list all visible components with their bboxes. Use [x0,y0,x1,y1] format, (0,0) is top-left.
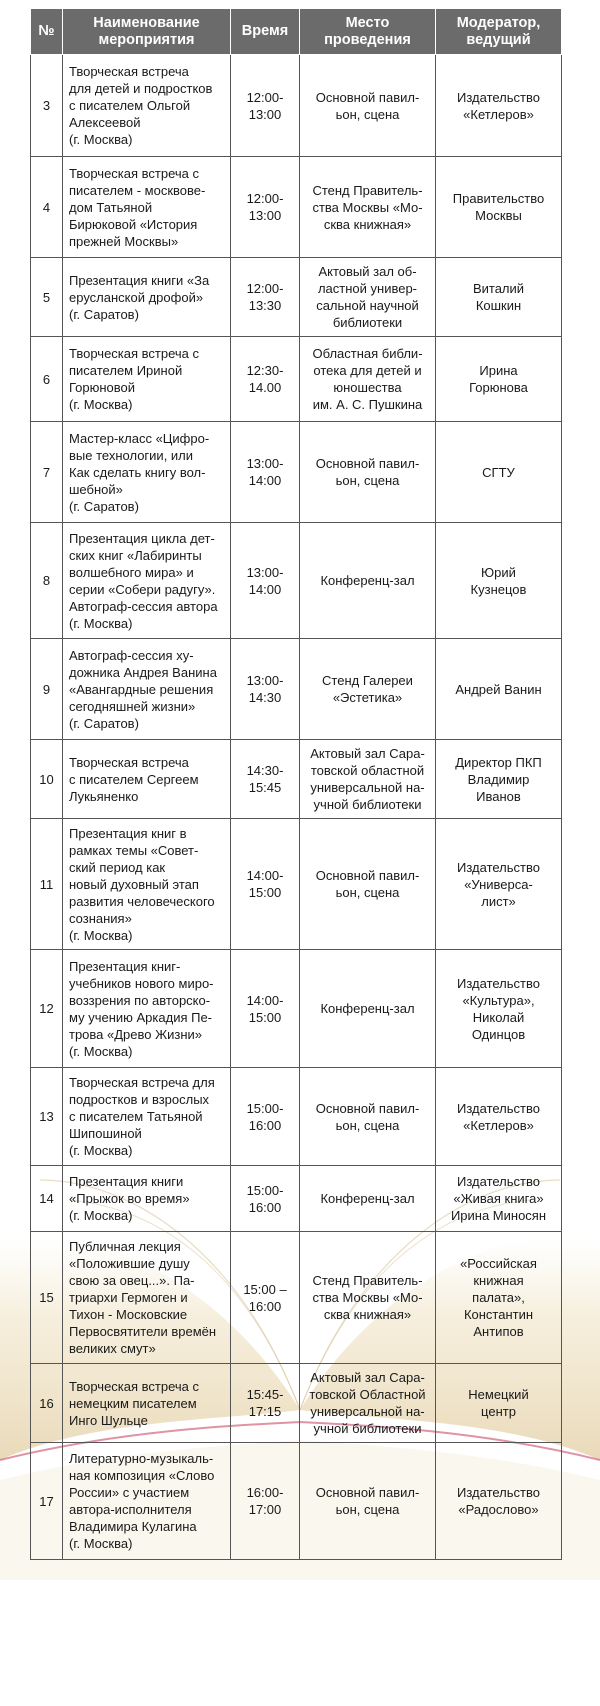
row-number: 8 [31,523,63,639]
event-name: Автограф-сессия ху- дожника Андрея Ванина «Авангардные решения сегодняшней жизни» (г. Саратов) [63,639,231,740]
header-place: Место проведения [300,9,436,55]
row-number: 3 [31,55,63,157]
event-moderator: «Российская книжная палата», Константин Антипов [436,1232,562,1364]
event-moderator: СГТУ [436,422,562,523]
row-number: 11 [31,819,63,950]
table-row [31,55,562,157]
event-place: Конференц-зал [300,523,436,639]
event-time: 12:00- 13:30 [231,258,300,337]
event-moderator: Издательство «Универса- лист» [436,819,562,950]
event-time: 14:00- 15:00 [231,819,300,950]
event-name: Творческая встреча с писателем Сергеем Лукьяненко [63,740,231,819]
event-name: Мастер-класс «Цифро- вые технологии, или Как сделать книгу вол- шебной» (г. Саратов) [63,422,231,523]
event-moderator: Юрий Кузнецов [436,523,562,639]
event-place: Областная библи- отека для детей и юношества им. А. С. Пушкина [300,337,436,422]
row-number: 12 [31,950,63,1068]
event-moderator: Издательство «Живая книга» Ирина Миносян [436,1166,562,1232]
event-time: 12:00- 13:00 [231,157,300,258]
event-name: Творческая встреча с писателем - москвове- дом Татьяной Бирюковой «История прежней Москвы» [63,157,231,258]
event-moderator: Немецкий центр [436,1364,562,1443]
event-time: 15:00- 16:00 [231,1166,300,1232]
event-time: 15:00 – 16:00 [231,1232,300,1364]
event-place: Основной павил- ьон, сцена [300,819,436,950]
event-moderator: Издательство «Культура», Николай Одинцов [436,950,562,1068]
header-number: № [31,9,63,55]
table-row [31,1166,562,1232]
event-name: Литературно-музыкаль- ная композиция «Слово России» с участием автора-исполнителя Владимира Кулагина (г. Москва) [63,1443,231,1560]
table-row [31,258,562,337]
event-time: 13:00- 14:00 [231,422,300,523]
row-number: 7 [31,422,63,523]
event-place: Стенд Галереи «Эстетика» [300,639,436,740]
table-row [31,950,562,1068]
header-event: Наименование мероприятия [63,9,231,55]
event-moderator: Издательство «Кетлеров» [436,1068,562,1166]
event-time: 13:00- 14:30 [231,639,300,740]
event-name: Презентация цикла дет- ских книг «Лабиринты волшебного мира» и серии «Собери радугу». Автограф-сессия автора (г. Москва) [63,523,231,639]
table-row [31,1443,562,1560]
event-time: 14:00- 15:00 [231,950,300,1068]
event-name: Публичная лекция «Положившие душу свою за овец...». Па- триархи Гермоген и Тихон - Московские Первосвятители времён великих смут» [63,1232,231,1364]
event-moderator: Правительство Москвы [436,157,562,258]
row-number: 16 [31,1364,63,1443]
event-moderator: Издательство «Радослово» [436,1443,562,1560]
event-moderator: Издательство «Кетлеров» [436,55,562,157]
header-moderator: Модератор, ведущий [436,9,562,55]
event-place: Конференц-зал [300,1166,436,1232]
row-number: 17 [31,1443,63,1560]
event-name: Творческая встреча для подростков и взрослых с писателем Татьяной Шипошиной (г. Москва) [63,1068,231,1166]
event-place: Основной павил- ьон, сцена [300,55,436,157]
event-time: 14:30- 15:45 [231,740,300,819]
row-number: 5 [31,258,63,337]
table-row [31,337,562,422]
event-time: 15:45- 17:15 [231,1364,300,1443]
row-number: 13 [31,1068,63,1166]
event-time: 13:00- 14:00 [231,523,300,639]
table-row [31,1232,562,1364]
row-number: 6 [31,337,63,422]
event-place: Основной павил- ьон, сцена [300,1443,436,1560]
event-place: Актовый зал Сара- товской областной универсальной на- учной библиотеки [300,740,436,819]
events-schedule-table [30,8,562,1560]
event-name: Презентация книг в рамках темы «Совет- ский период как новый духовный этап развития человеческого сознания» (г. Москва) [63,819,231,950]
event-place: Стенд Правитель- ства Москвы «Мо- сква книжная» [300,1232,436,1364]
event-place: Актовый зал Сара- товской Областной универсальной на- учной библиотеки [300,1364,436,1443]
event-moderator: Виталий Кошкин [436,258,562,337]
row-number: 14 [31,1166,63,1232]
event-moderator: Ирина Горюнова [436,337,562,422]
row-number: 9 [31,639,63,740]
header-time: Время [231,9,300,55]
event-name: Презентация книги «За ерусланской дрофой» (г. Саратов) [63,258,231,337]
event-place: Основной павил- ьон, сцена [300,1068,436,1166]
table-row [31,157,562,258]
table-row [31,523,562,639]
table-row [31,819,562,950]
event-name: Презентация книги «Прыжок во время» (г. Москва) [63,1166,231,1232]
event-time: 15:00- 16:00 [231,1068,300,1166]
event-place: Конференц-зал [300,950,436,1068]
event-name: Творческая встреча с писателем Ириной Горюновой (г. Москва) [63,337,231,422]
event-time: 12:00- 13:00 [231,55,300,157]
row-number: 4 [31,157,63,258]
event-place: Стенд Правитель- ства Москвы «Мо- сква книжная» [300,157,436,258]
event-name: Творческая встреча для детей и подростков с писателем Ольгой Алексеевой (г. Москва) [63,55,231,157]
event-moderator: Директор ПКП Владимир Иванов [436,740,562,819]
event-place: Основной павил- ьон, сцена [300,422,436,523]
table-header-row [31,9,562,55]
table-row [31,639,562,740]
row-number: 15 [31,1232,63,1364]
row-number: 10 [31,740,63,819]
event-moderator: Андрей Ванин [436,639,562,740]
table-row [31,740,562,819]
table-row [31,1364,562,1443]
event-time: 16:00- 17:00 [231,1443,300,1560]
event-time: 12:30- 14.00 [231,337,300,422]
event-place: Актовый зал об- ластной универ- сальной научной библиотеки [300,258,436,337]
event-name: Творческая встреча с немецким писателем Инго Шульце [63,1364,231,1443]
table-row [31,1068,562,1166]
event-name: Презентация книг- учебников нового миро- воззрения по авторско- му учению Аркадия Пе- трова «Древо Жизни» (г. Москва) [63,950,231,1068]
table-row [31,422,562,523]
